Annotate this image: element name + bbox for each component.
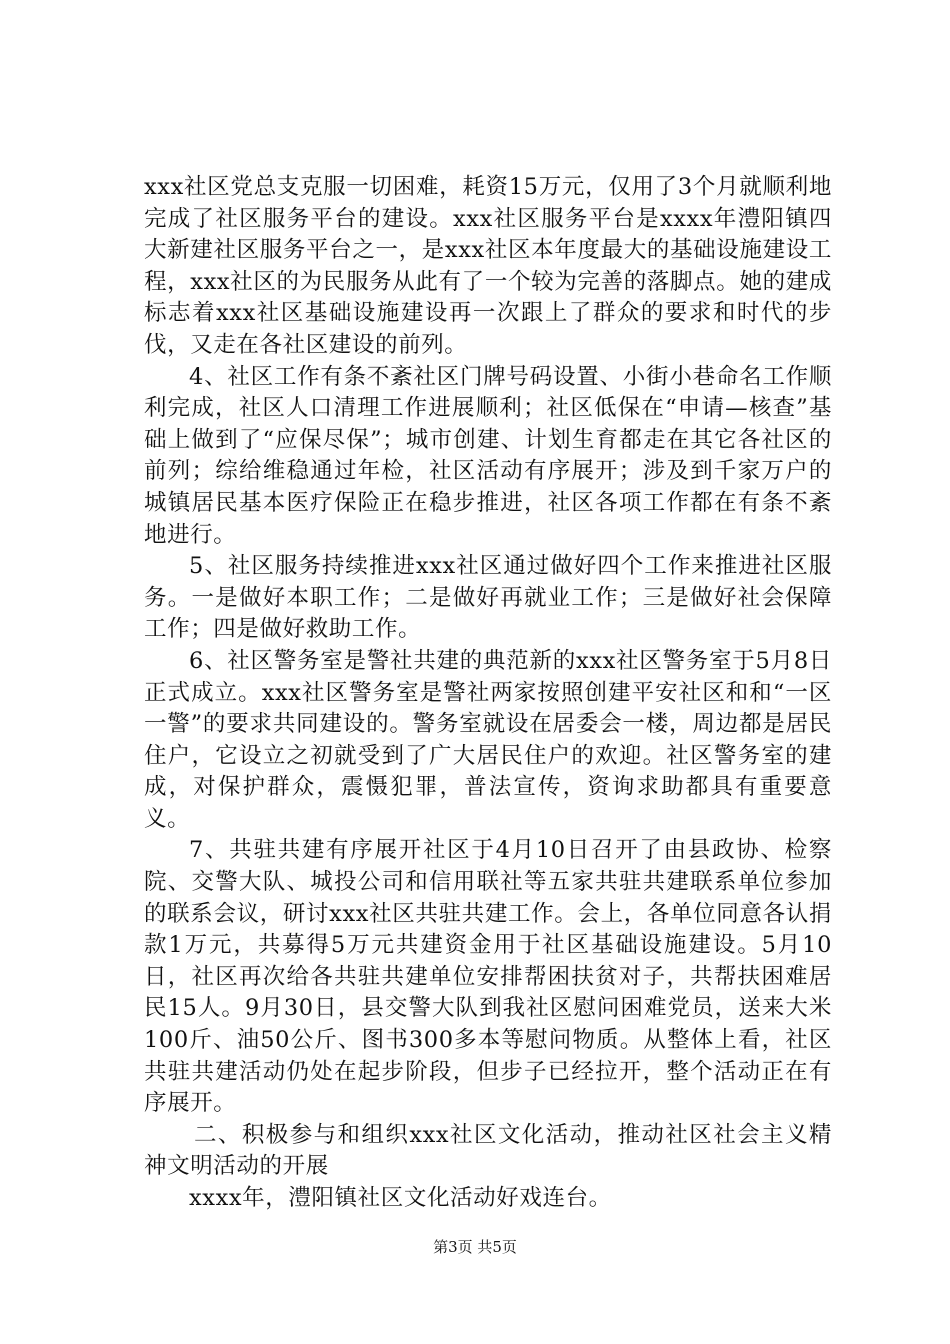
page-footer: 第3页 共5页 xyxy=(433,1238,517,1256)
section-heading-two: 二、积极参与和组织xxx社区文化活动，推动社区社会主义精神文明活动的开展 xyxy=(144,1121,832,1180)
paragraph-item-6: 6、社区警务室是警社共建的典范新的xxx社区警务室于5月8日正式成立。xxx社区警务室是警社两家按照创建平安社区和和“一区一警”的要求共同建设的。警务室就设在居委会一楼，周边都是居民住户，它设立之初就受到了广大居民住户的欢迎。社区警务室的建成，对保护群众，震慑犯罪，普法宣传，资询求助都具有重要意义。 xyxy=(144,647,832,832)
paragraph-item-4: 4、社区工作有条不紊社区门牌号码设置、小街小巷命名工作顺利完成，社区人口清理工作进展顺利；社区低保在“申请—核查”基础上做到了“应保尽保”；城市创建、计划生育都走在其它各社区的前列；综给维稳通过年检，社区活动有序展开；涉及到千家万户的城镇居民基本医疗保险正在稳步推进，社区各项工作都在有条不紊地进行。 xyxy=(144,363,832,548)
document-body xyxy=(144,172,832,1215)
paragraph-item-7: 7、共驻共建有序展开社区于4月10日召开了由县政协、检察院、交警大队、城投公司和信用联社等五家共驻共建联系单位参加的联系会议，研讨xxx社区共驻共建工作。会上，各单位同意各认捐款1万元，共募得5万元共建资金用于社区基础设施建设。5月10日，社区再次给各共驻共建单位安排帮困扶贫对子，共帮扶困难居民15人。9月30日，县交警大队到我社区慰问困难党员，送来大米100斤、油50公斤、图书300多本等慰问物质。从整体上看，社区共驻共建活动仍处在起步阶段，但步子已经拉开，整个活动正在有序展开。 xyxy=(144,837,832,1117)
paragraph-platform: xxx社区党总支克服一切困难，耗资15万元，仅用了3个月就顺利地完成了社区服务平台的建设。xxx社区服务平台是xxxx年澧阳镇四大新建社区服务平台之一，是xxx社区本年度最大的基础设施建设工程，xxx社区的为民服务从此有了一个较为完善的落脚点。她的建成标志着xxx社区基础设施建设再一次跟上了群众的要求和时代的步伐，又走在各社区建设的前列。 xyxy=(144,174,832,358)
paragraph-item-5: 5、社区服务持续推进xxx社区通过做好四个工作来推进社区服务。一是做好本职工作；二是做好再就业工作；三是做好社会保障工作；四是做好救助工作。 xyxy=(144,553,832,643)
paragraph-culture: xxxx年，澧阳镇社区文化活动好戏连台。 xyxy=(189,1185,612,1211)
